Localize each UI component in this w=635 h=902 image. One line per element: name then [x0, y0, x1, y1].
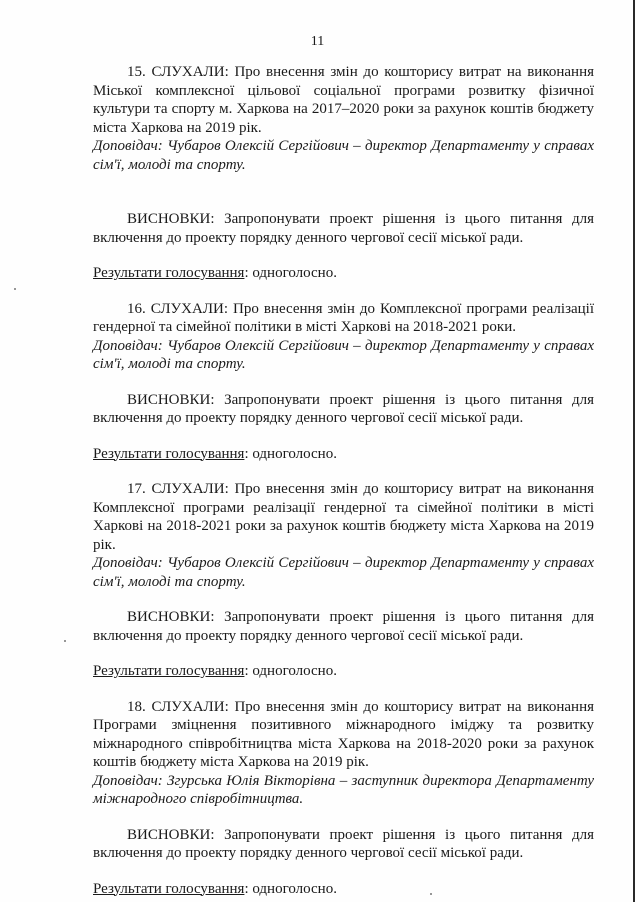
- agenda-item: [93, 480, 594, 681]
- vote-result: : одноголосно.: [244, 445, 337, 462]
- conclusion-paragraph: [93, 608, 594, 645]
- scan-speck: [14, 288, 16, 290]
- heard-paragraph: [93, 480, 594, 554]
- speaker-text: Чубаров Олексій Сергійович – директор Департаменту у справах сім'ї, молоді та спорту.: [93, 337, 594, 372]
- speaker-paragraph: [93, 137, 594, 174]
- heard-text: Про внесення змін до кошторису витрат на виконання Програми зміцнення позитивного міжнародного іміджу та розвитку міжнародного співробітництва міста Харкова на 2018-2020 роки за рахунок коштів бюджету міста Харкова на 2019 рік.: [93, 698, 594, 770]
- speaker-paragraph: [93, 337, 594, 374]
- vote-label: Результати голосування: [93, 265, 245, 281]
- speaker-text: Чубаров Олексій Сергійович – директор Департаменту у справах сім'ї, молоді та спорту.: [93, 555, 594, 590]
- heard-lead: 17. СЛУХАЛИ:: [127, 481, 229, 497]
- vote-paragraph: [93, 445, 594, 464]
- vote-paragraph: [93, 662, 594, 681]
- vote-label: Результати голосування: [93, 663, 245, 679]
- conclusion-paragraph: [93, 826, 594, 863]
- speaker-paragraph: [93, 554, 594, 591]
- heard-text: Про внесення змін до кошторису витрат на виконання Міської комплексної цільової соціальної програми розвитку фізичної культури та спорту м. Харкова на 2017–2020 роки за рахунок коштів бюджету міста Харкова на 2019 рік.: [93, 64, 594, 136]
- vote-label: Результати голосування: [93, 445, 245, 462]
- conclusion-lead: ВИСНОВКИ:: [127, 826, 215, 843]
- heard-text: Про внесення змін до кошторису витрат на виконання Комплексної програми реалізації гендерної та сімейної політики в місті Харкові на 2018-2021 роки за рахунок коштів бюджету міста Харкова на 2019 рік.: [93, 481, 594, 553]
- speaker-label: Доповідач:: [93, 772, 163, 789]
- heard-paragraph: [93, 698, 594, 772]
- conclusion-paragraph: [93, 210, 594, 247]
- heard-lead: 15. СЛУХАЛИ:: [127, 64, 229, 80]
- conclusion-lead: ВИСНОВКИ:: [127, 609, 215, 625]
- vote-result: : одноголосно.: [244, 880, 337, 897]
- conclusion-lead: ВИСНОВКИ:: [127, 391, 215, 408]
- vote-result: : одноголосно.: [244, 663, 337, 679]
- vote-paragraph: [93, 264, 594, 283]
- agenda-item: [93, 698, 594, 899]
- agenda-item: [93, 300, 594, 464]
- scan-speck: [64, 640, 66, 642]
- heard-paragraph: [93, 300, 594, 337]
- vote-label: Результати голосування: [93, 880, 245, 897]
- protocol-body: [93, 63, 594, 898]
- heard-paragraph: [93, 63, 594, 137]
- speaker-text: Чубаров Олексій Сергійович – директор Департаменту у справах сім'ї, молоді та спорту.: [93, 138, 594, 173]
- agenda-item: [93, 63, 594, 283]
- speaker-text: Згурська Юлія Вікторівна – заступник директора Департаменту міжнародного співробітництва.: [93, 772, 595, 807]
- heard-lead: 16. СЛУХАЛИ:: [127, 300, 229, 317]
- speaker-label: Доповідач:: [93, 138, 163, 154]
- conclusion-text: Запропонувати проект рішення із цього питання для включення до проекту порядку денного чергової сесії міської ради.: [93, 211, 594, 246]
- heard-lead: 18. СЛУХАЛИ:: [127, 698, 229, 715]
- conclusion-text: Запропонувати проект рішення із цього питання для включення до проекту порядку денного чергової сесії міської ради.: [93, 391, 594, 426]
- conclusion-text: Запропонувати проект рішення із цього питання для включення до проекту порядку денного чергової сесії міської ради.: [93, 609, 594, 644]
- speaker-paragraph: [93, 772, 594, 809]
- vote-result: : одноголосно.: [244, 265, 337, 281]
- page-number: 11: [310, 34, 325, 49]
- conclusion-lead: ВИСНОВКИ:: [127, 211, 215, 227]
- vote-paragraph: [93, 880, 594, 899]
- speaker-label: Доповідач:: [93, 337, 163, 354]
- conclusion-text: Запропонувати проект рішення із цього питання для включення до проекту порядку денного чергової сесії міської ради.: [93, 826, 594, 861]
- heard-text: Про внесення змін до Комплексної програми реалізації гендерної та сімейної політики в місті Харкові на 2018-2021 роки.: [93, 300, 595, 335]
- speaker-label: Доповідач:: [93, 555, 163, 571]
- conclusion-paragraph: [93, 391, 594, 428]
